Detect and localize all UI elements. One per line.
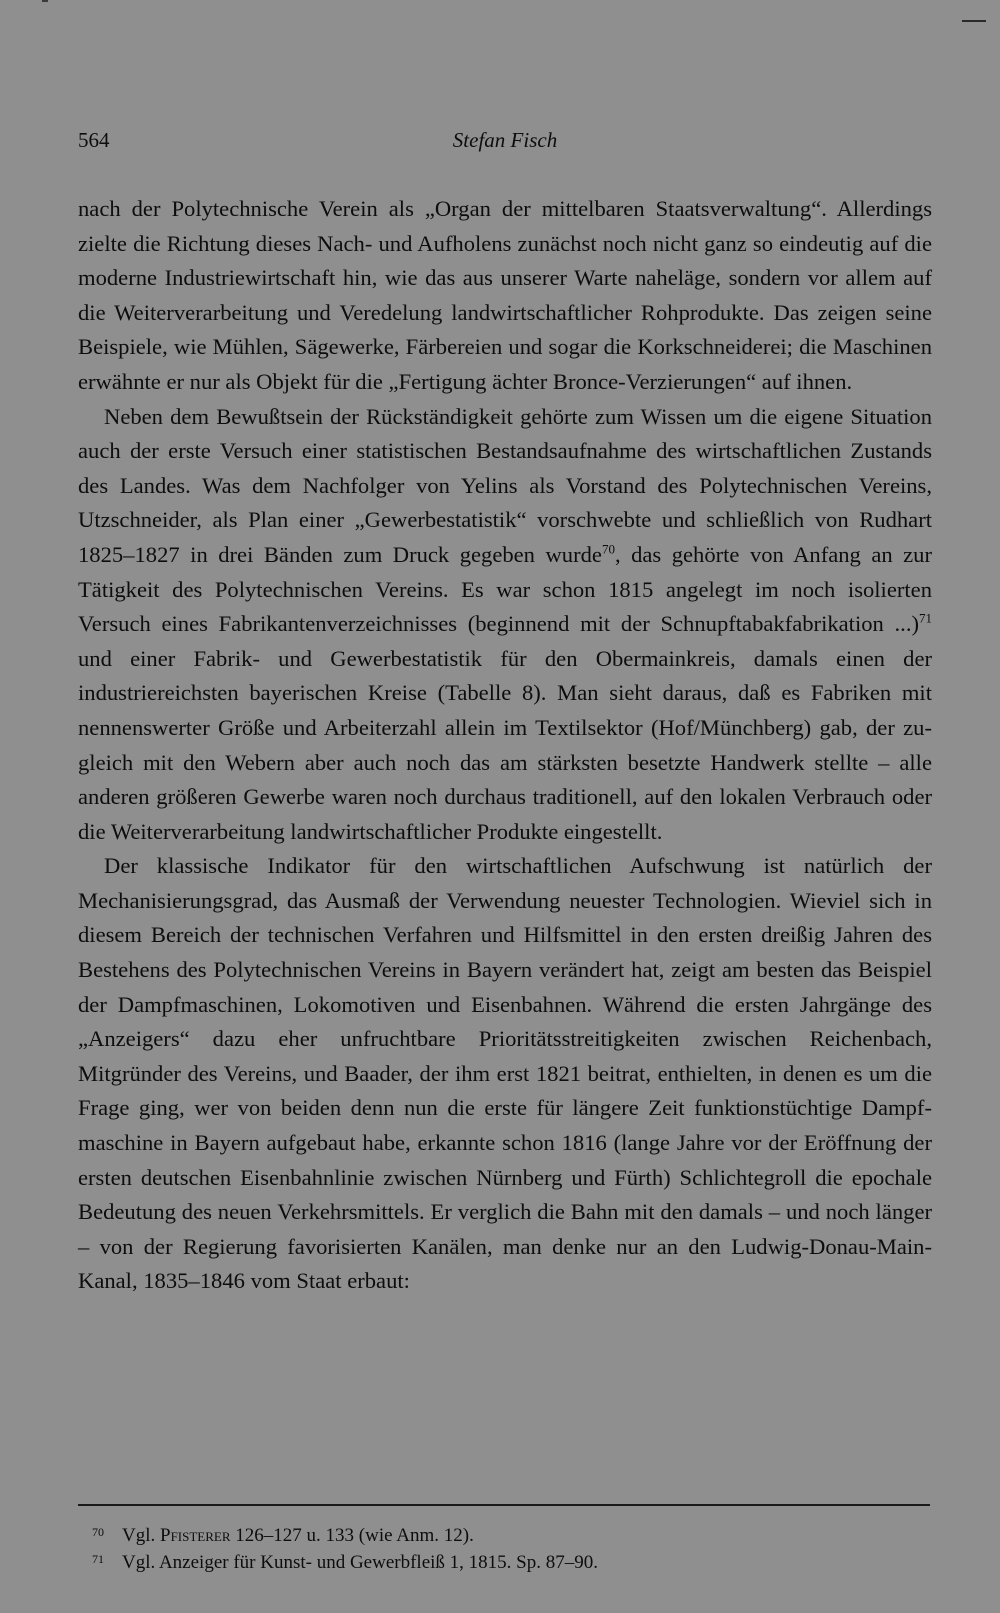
paragraph-text: nach der Polytechnische Verein als „Organ der mittelbaren Staatsverwaltung“. Allerdings zielte die Richtung dieses Nach- und Aufholens zunächst noch nicht ganz so eindeutig auf die moderne Industriewirtschaft hin, wie das aus unserer Warte naheläge, sondern vor allem auf die Weiterverarbeitung und Veredelung landwirtschaftlicher Rohprodukte. Das zeigen seine Beispiele, wie Mühlen, Sägewerke, Färbereien und sogar die Korkschneiderei; die Maschinen erwähnte er nur als Objekt für die „Fertigung ächter Bronce-Verzierungen“ auf ihnen.: [78, 196, 932, 394]
footnote-71: [92, 1549, 912, 1576]
scan-corner-mark: [962, 20, 986, 22]
footnote-70: [92, 1522, 912, 1549]
footnote-prefix: Vgl.: [122, 1525, 160, 1546]
footnote-number: 71: [92, 1552, 104, 1566]
paragraph-3: [78, 849, 932, 1299]
running-head: [78, 118, 932, 164]
paragraph-text: und einer Fabrik- und Gewerbestatistik für den Obermainkreis, damals einen der industriereichsten bayerischen Kreise (Tabelle 8). Man sieht daraus, daß es Fabriken mit nennenswerter Größe und Arbeiterzahl allein im Textilsektor (Hof/Münchberg) gab, der zugleich mit den Webern aber auch noch das am stärksten besetzte Handwerk stellte – alle anderen größeren Gewerbe waren noch durchaus traditionell, auf den lokalen Verbrauch oder die Weiterverarbeitung landwirtschaftlicher Produkte eingestellt.: [78, 645, 932, 844]
paragraph-text: Der klassische Indikator für den wirtschaftlichen Aufschwung ist natürlich der Mechanisierungsgrad, das Ausmaß der Verwendung neuester Technologien. Wieviel sich in diesem Bereich der technischen Verfahren und Hilfsmittel in den ersten dreißig Jahren des Bestehens des Polytechnischen Vereins in Bayern verändert hat, zeigt am besten das Beispiel der Dampfmaschinen, Lokomotiven und Eisenbahnen. Während die ersten Jahrgänge des „Anzeigers“ dazu eher unfruchtbare Prioritätsstreitigkeiten zwischen Reichenbach, Mitgründer des Vereins, und Baader, der ihm erst 1821 beitrat, enthielten, in denen es um die Frage ging, wer von beiden denn nun die erste für längere Zeit funktionstüchtige Dampfmaschine in Bayern aufgebaut habe, erkannte schon 1816 (lange Jahre vor der Eröffnung der ersten deutschen Eisenbahnlinie zwischen Nürnberg und Fürth) Schlichtegroll die epochale Bedeutung des neuen Verkehrsmittels. Er verglich die Bahn mit den damals – und noch länger – von der Regierung favorisierten Kanälen, man denke nur an den Ludwig-Donau-Main-Kanal, 1835–1846 vom Staat erbaut:: [78, 853, 932, 1294]
scan-edge-mark: [42, 0, 48, 2]
footnote-ref-70[interactable]: 70: [601, 541, 615, 557]
page-number: 564: [78, 128, 110, 152]
paragraph-1: [78, 192, 932, 400]
footnote-divider: [78, 1504, 930, 1506]
book-page: [78, 118, 932, 1299]
paragraph-text: , das gehörte von Anfang an zur Tätigkeit des Polytechnischen Vereins. Es war schon 1815 angelegt im noch isolierten Versuch eines Fabrikantenverzeichnisses (beginnend mit der Schnupftabakfabrikation ...): [78, 541, 933, 637]
footnote-author: Pfisterer: [160, 1525, 231, 1546]
footnotes: [92, 1522, 912, 1576]
footnote-ref-71[interactable]: 71: [919, 610, 932, 626]
footnote-text: 126–127 u. 133 (wie Anm. 12).: [230, 1525, 474, 1546]
footnote-number: 70: [92, 1525, 104, 1539]
body-text: [78, 192, 932, 1299]
running-title: Stefan Fisch: [452, 128, 558, 152]
paragraph-text: Neben dem Bewußtsein der Rückständigkeit gehörte zum Wissen um die eigene Situation auch der erste Versuch einer statistischen Bestandsaufnahme des wirtschaftlichen Zustands des Landes. Was dem Nachfolger von Yelins als Vorstand des Polytechnischen Vereins, Utzschneider, als Plan einer „Gewerbestatistik“ vorschwebte und schließlich von Rudhart 1825–1827 in drei Bänden zum Druck gegeben wurde: [78, 403, 932, 567]
footnote-prefix: Vgl. Anzeiger für Kunst- und Gewerbfleiß 1, 1815. Sp. 87–90.: [122, 1552, 598, 1573]
paragraph-2: [78, 400, 932, 850]
